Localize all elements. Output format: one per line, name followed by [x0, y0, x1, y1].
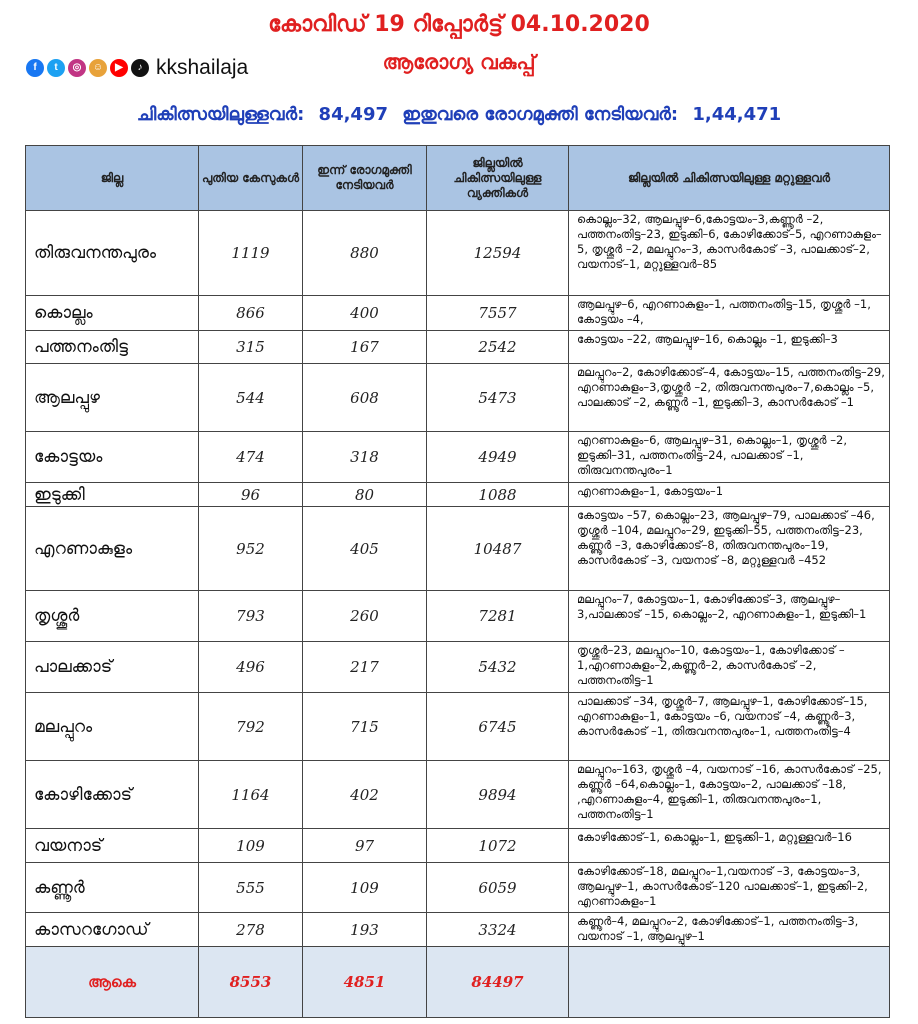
- header-new-cases: പുതിയ കേസുകൾ: [199, 146, 303, 211]
- active-cell: 5432: [427, 642, 569, 693]
- district-cell: മലപ്പുറം: [26, 693, 199, 761]
- recovered-cell: 400: [303, 296, 427, 331]
- new-cases-cell: 109: [199, 829, 303, 863]
- others-cell: കൊല്ലം–32, ആലപ്പുഴ–6,കോട്ടയം–3,കണ്ണൂർ –2, പത്തനംതിട്ട–23, ഇടുക്കി–6, കോഴിക്കോട്–5, എറണാകുളം–5, തൃശ്ശൂർ –2, മലപ്പുറം–3, കാസർകോട് –3, പാലക്കാട്–2, വയനാട്–1, മറ്റുള്ളവർ–85: [569, 211, 890, 296]
- district-cell: കണ്ണൂർ: [26, 863, 199, 913]
- others-cell: മലപ്പുറം–163, തൃശ്ശൂർ –4, വയനാട് –16, കാസർകോട് –25, കണ്ണൂർ –64,കൊല്ലം–1, കോട്ടയം–2, പാലക്കാട് –18, ,എറണാകുളം–4, ഇടുക്കി–1, തിരുവനന്തപുരം–1, പത്തനംതിട്ട–1: [569, 761, 890, 829]
- active-value: 84,497: [318, 104, 389, 125]
- new-cases-cell: 315: [199, 331, 303, 364]
- active-cell: 10487: [427, 507, 569, 591]
- recovered-cell: 193: [303, 913, 427, 947]
- others-cell: തൃശ്ശൂർ–23, മലപ്പുറം–10, കോട്ടയം–1, കോഴിക്കോട് –1,എറണാകുളം–2,കണ്ണൂർ–2, കാസർകോട് –2, പത്തനംതിട്ട–1: [569, 642, 890, 693]
- active-cell: 9894: [427, 761, 569, 829]
- twitter-icon: t: [47, 59, 65, 77]
- others-cell: മലപ്പുറം–2, കോഴിക്കോട്–4, കോട്ടയം–15, പത്തനംതിട്ട–29, എറണാകുളം–3,തൃശ്ശൂർ –2, തിരുവനന്തപുരം–7,കൊല്ലം –5, പാലക്കാട് –2, കണ്ണൂർ –1, ഇടുക്കി–3, കാസർകോട് –1: [569, 364, 890, 432]
- recovered-cell: 167: [303, 331, 427, 364]
- new-cases-cell: 1164: [199, 761, 303, 829]
- new-cases-cell: 474: [199, 432, 303, 483]
- total-label: ആകെ: [26, 947, 199, 1018]
- district-cell: കാസറഗോഡ്: [26, 913, 199, 947]
- district-cell: കൊല്ലം: [26, 296, 199, 331]
- header-others: ജില്ലയിൽ ചികിത്സയിലുള്ള മറ്റുള്ളവർ: [569, 146, 890, 211]
- active-cell: 6745: [427, 693, 569, 761]
- active-cell: 2542: [427, 331, 569, 364]
- new-cases-cell: 866: [199, 296, 303, 331]
- table-row: [26, 507, 890, 591]
- recovered-cell: 318: [303, 432, 427, 483]
- recovered-cell: 97: [303, 829, 427, 863]
- table-row: [26, 863, 890, 913]
- social-handle: kkshailaja: [156, 56, 249, 79]
- others-cell: എറണാകുളം–6, ആലപ്പുഴ–31, കൊല്ലം–1, തൃശ്ശൂർ –2, ഇടുക്കി–31, പത്തനംതിട്ട–24, പാലക്കാട് –1, തിരുവനന്തപുരം–1: [569, 432, 890, 483]
- table-row: [26, 591, 890, 642]
- header-district: ജില്ല: [26, 146, 199, 211]
- table-row: [26, 642, 890, 693]
- active-cell: 6059: [427, 863, 569, 913]
- others-cell: കോട്ടയം –57, കൊല്ലം–23, ആലപ്പുഴ–79, പാലക്കാട് –46, തൃശ്ശൂർ –104, മലപ്പുറം–29, ഇടുക്കി–55, പത്തനംതിട്ട–23, കണ്ണൂർ –3, കോഴിക്കോട്–8, തിരുവനന്തപുരം–19, കാസർകോട് –3, വയനാട് –8, മറ്റുള്ളവർ –452: [569, 507, 890, 591]
- active-cell: 1088: [427, 483, 569, 507]
- total-new-cases: 8553: [199, 947, 303, 1018]
- active-label: ചികിത്സയിലുള്ളവർ:: [136, 104, 305, 125]
- others-cell: കോഴിക്കോട്–18, മലപ്പുറം–1,വയനാട് –3, കോട്ടയം–3, ആലപ്പുഴ–1, കാസർകോട്–120 പാലക്കാട്–1, ഇടുക്കി–2, എറണാകുളം–1: [569, 863, 890, 913]
- new-cases-cell: 544: [199, 364, 303, 432]
- tiktok-icon: ♪: [131, 59, 149, 77]
- district-cell: പത്തനംതിട്ട: [26, 331, 199, 364]
- new-cases-cell: 1119: [199, 211, 303, 296]
- department-name: ആരോഗ്യ വകുപ്പ്: [382, 50, 536, 74]
- others-cell: കോട്ടയം –22, ആലപ്പുഴ–16, കൊല്ലം –1, ഇടുക്കി–3: [569, 331, 890, 364]
- active-cell: 1072: [427, 829, 569, 863]
- district-cell: തിരുവനന്തപുരം: [26, 211, 199, 296]
- header-active: ജില്ലയിൽ ചികിത്സയിലുള്ള വ്യക്തികൾ: [427, 146, 569, 211]
- total-recovered: 4851: [303, 947, 427, 1018]
- table-row: [26, 913, 890, 947]
- recovered-cell: 715: [303, 693, 427, 761]
- district-cell: ഇടുക്കി: [26, 483, 199, 507]
- district-cell: തൃശ്ശൂർ: [26, 591, 199, 642]
- new-cases-cell: 793: [199, 591, 303, 642]
- district-cell: പാലക്കാട്: [26, 642, 199, 693]
- recovered-label: ഇതുവരെ രോഗമുക്തി നേടിയവർ:: [402, 104, 679, 125]
- table-row: [26, 364, 890, 432]
- others-cell: കണ്ണൂർ–4, മലപ്പുറം–2, കോഴിക്കോട്–1, പത്തനംതിട്ട–3, വയനാട് –1, ആലപ്പുഴ–1: [569, 913, 890, 947]
- recovered-cell: 109: [303, 863, 427, 913]
- others-cell: പാലക്കാട് –34, തൃശ്ശൂർ–7, ആലപ്പുഴ–1, കോഴിക്കോട്–15, എറണാകുളം–1, കോട്ടയം –6, വയനാട് –4, കണ്ണൂർ–3, കാസർകോട് –1, തിരുവനന്തപുരം–1, പത്തനംതിട്ട–4: [569, 693, 890, 761]
- recovered-cell: 402: [303, 761, 427, 829]
- header-recovered: ഇന്ന് രോഗമുക്തി നേടിയവർ: [303, 146, 427, 211]
- instagram-icon: ◎: [68, 59, 86, 77]
- total-others-empty: [569, 947, 890, 1018]
- active-cell: 7281: [427, 591, 569, 642]
- recovered-cell: 260: [303, 591, 427, 642]
- facebook-icon: f: [26, 59, 44, 77]
- recovered-cell: 217: [303, 642, 427, 693]
- recovered-cell: 880: [303, 211, 427, 296]
- new-cases-cell: 952: [199, 507, 303, 591]
- table-row: [26, 432, 890, 483]
- table-row: [26, 211, 890, 296]
- active-cell: 12594: [427, 211, 569, 296]
- table-row: [26, 296, 890, 331]
- total-row: [26, 947, 890, 1018]
- clubhouse-icon: ☺: [89, 59, 107, 77]
- total-active: 84497: [427, 947, 569, 1018]
- recovered-cell: 405: [303, 507, 427, 591]
- new-cases-cell: 496: [199, 642, 303, 693]
- active-cell: 7557: [427, 296, 569, 331]
- recovered-cell: 608: [303, 364, 427, 432]
- district-cell: കോട്ടയം: [26, 432, 199, 483]
- others-cell: എറണാകുളം–1, കോട്ടയം–1: [569, 483, 890, 507]
- others-cell: മലപ്പുറം–7, കോട്ടയം–1, കോഴിക്കോട്–3, ആലപ്പുഴ–3,പാലക്കാട് –15, കൊല്ലം–2, എറണാകുളം–1, ഇടുക്കി–1: [569, 591, 890, 642]
- district-table: [25, 145, 890, 1018]
- table-row: [26, 761, 890, 829]
- district-cell: വയനാട്: [26, 829, 199, 863]
- youtube-icon: ▶: [110, 59, 128, 77]
- active-cell: 3324: [427, 913, 569, 947]
- new-cases-cell: 555: [199, 863, 303, 913]
- summary-line: [0, 104, 918, 125]
- active-cell: 4949: [427, 432, 569, 483]
- table-header-row: [26, 146, 890, 211]
- new-cases-cell: 278: [199, 913, 303, 947]
- district-cell: എറണാകുളം: [26, 507, 199, 591]
- district-cell: കോഴിക്കോട്: [26, 761, 199, 829]
- table-row: [26, 331, 890, 364]
- table-row: [26, 483, 890, 507]
- recovered-cell: 80: [303, 483, 427, 507]
- report-title: കോവിഡ് 19 റിപ്പോർട്ട് 04.10.2020: [268, 12, 650, 37]
- social-handles: [26, 56, 248, 80]
- new-cases-cell: 96: [199, 483, 303, 507]
- table-row: [26, 829, 890, 863]
- active-cell: 5473: [427, 364, 569, 432]
- new-cases-cell: 792: [199, 693, 303, 761]
- others-cell: ആലപ്പുഴ–6, എറണാകുളം–1, പത്തനംതിട്ട–15, തൃശ്ശൂർ –1, കോട്ടയം –4,: [569, 296, 890, 331]
- others-cell: കോഴിക്കോട്–1, കൊല്ലം–1, ഇടുക്കി–1, മറ്റുള്ളവർ–16: [569, 829, 890, 863]
- district-cell: ആലപ്പുഴ: [26, 364, 199, 432]
- table-row: [26, 693, 890, 761]
- recovered-value: 1,44,471: [692, 104, 782, 125]
